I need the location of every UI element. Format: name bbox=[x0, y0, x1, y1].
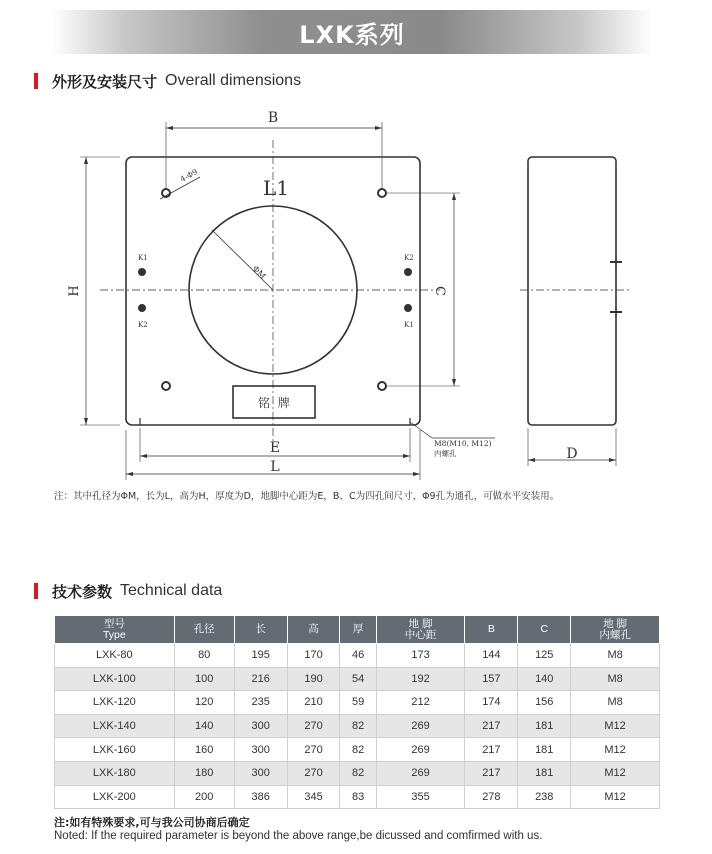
technical-title-cn: 技术参数 bbox=[52, 582, 113, 601]
table-cell: M12 bbox=[571, 738, 660, 762]
section-marker bbox=[34, 73, 38, 89]
table-cell: 269 bbox=[376, 761, 465, 785]
dim-label-c: C bbox=[432, 286, 447, 296]
table-cell: M8 bbox=[571, 691, 660, 715]
header-subtext: 中心距 bbox=[404, 628, 437, 641]
table-cell: 300 bbox=[234, 714, 287, 738]
phi-m-label: ΦM bbox=[250, 264, 268, 281]
table-cell: 269 bbox=[376, 738, 465, 762]
table-cell: 160 bbox=[174, 738, 234, 762]
table-header-cell bbox=[55, 616, 175, 644]
table-row bbox=[55, 714, 660, 738]
table-cell: 270 bbox=[287, 761, 340, 785]
terminal-k1-left: K1 bbox=[138, 254, 148, 262]
technical-data-table bbox=[54, 615, 660, 809]
header-text: 长 bbox=[255, 623, 266, 635]
table-cell: 80 bbox=[174, 644, 234, 668]
table-cell: 173 bbox=[376, 644, 465, 668]
table-cell: LXK-140 bbox=[55, 714, 175, 738]
dim-label-l: L bbox=[270, 459, 280, 475]
table-cell: 190 bbox=[287, 667, 340, 691]
table-cell: LXK-160 bbox=[55, 738, 175, 762]
section-marker bbox=[34, 583, 38, 599]
footnote-en: Noted: If the required parameter is beyond the above range,be dicussed and comfirmed with us. bbox=[54, 830, 543, 842]
header-text: 高 bbox=[308, 623, 319, 635]
dim-label-h: H bbox=[67, 285, 82, 297]
table-row bbox=[55, 667, 660, 691]
header-text: 地 脚 bbox=[603, 617, 628, 630]
table-row bbox=[55, 761, 660, 785]
table-cell: 192 bbox=[376, 667, 465, 691]
table-cell: 181 bbox=[518, 761, 571, 785]
table-cell: 386 bbox=[234, 785, 287, 809]
table-cell: 100 bbox=[174, 667, 234, 691]
table-cell: M12 bbox=[571, 785, 660, 809]
table-cell: 300 bbox=[234, 738, 287, 762]
dim-label-l1: L1 bbox=[262, 176, 290, 200]
table-cell: 140 bbox=[518, 667, 571, 691]
dim-label-d: D bbox=[566, 446, 578, 462]
table-cell: 83 bbox=[340, 785, 376, 809]
table-cell: LXK-100 bbox=[55, 667, 175, 691]
table-cell: 140 bbox=[174, 714, 234, 738]
table-cell: M8 bbox=[571, 644, 660, 668]
table-cell: 82 bbox=[340, 738, 376, 762]
table-header-row bbox=[55, 616, 660, 644]
table-header-cell bbox=[518, 616, 571, 644]
table-cell: 120 bbox=[174, 691, 234, 715]
header-text: C bbox=[540, 623, 549, 635]
table-cell: 156 bbox=[518, 691, 571, 715]
table-cell: 125 bbox=[518, 644, 571, 668]
series-title: LXK系列 bbox=[299, 20, 405, 49]
table-cell: 216 bbox=[234, 667, 287, 691]
table-cell: 300 bbox=[234, 761, 287, 785]
dim-label-e: E bbox=[269, 440, 281, 456]
table-cell: M12 bbox=[571, 761, 660, 785]
header-text: 孔径 bbox=[193, 623, 215, 635]
series-banner bbox=[52, 10, 652, 54]
table-cell: 270 bbox=[287, 714, 340, 738]
table-cell: 157 bbox=[465, 667, 518, 691]
terminal-k2-left: K2 bbox=[138, 321, 148, 329]
table-cell: 181 bbox=[518, 738, 571, 762]
table-cell: 82 bbox=[340, 761, 376, 785]
table-cell: 195 bbox=[234, 644, 287, 668]
table-cell: 59 bbox=[340, 691, 376, 715]
header-subtext: 内螺孔 bbox=[599, 628, 631, 641]
table-cell: 235 bbox=[234, 691, 287, 715]
table-cell: 170 bbox=[287, 644, 340, 668]
table-cell: 180 bbox=[174, 761, 234, 785]
table-cell: LXK-200 bbox=[55, 785, 175, 809]
bolt-hole-label: 内螺孔 bbox=[434, 449, 457, 458]
table-cell: 212 bbox=[376, 691, 465, 715]
bolt-label: M8(M10, M12) bbox=[434, 439, 492, 448]
table-cell: 181 bbox=[518, 714, 571, 738]
table-row bbox=[55, 644, 660, 668]
table-cell: LXK-180 bbox=[55, 761, 175, 785]
terminal-k2-right: K2 bbox=[404, 254, 414, 262]
table-header-cell bbox=[465, 616, 518, 644]
table-cell: 278 bbox=[465, 785, 518, 809]
header-text: 地 脚 bbox=[408, 617, 433, 630]
table-cell: 174 bbox=[465, 691, 518, 715]
table-cell: LXK-120 bbox=[55, 691, 175, 715]
table-header-cell bbox=[340, 616, 376, 644]
table-row bbox=[55, 738, 660, 762]
dimension-note: 注：其中孔径为ΦM，长为L，高为H，厚度为D，地脚中心距为E，B、C为四孔间尺寸，Φ9孔为通孔，可做水平安装用。 bbox=[54, 491, 560, 502]
technical-title-en: Technical data bbox=[120, 582, 223, 599]
table-cell: 217 bbox=[465, 714, 518, 738]
terminal-k1-right: K1 bbox=[404, 321, 414, 329]
table-cell: 200 bbox=[174, 785, 234, 809]
table-cell: M8 bbox=[571, 667, 660, 691]
dimension-drawing bbox=[40, 100, 680, 480]
dimensions-section-header bbox=[34, 70, 301, 92]
dimensions-title-cn: 外形及安装尺寸 bbox=[52, 72, 158, 91]
header-subtext: Type bbox=[102, 628, 126, 641]
table-header-cell bbox=[571, 616, 660, 644]
table-cell: 355 bbox=[376, 785, 465, 809]
table-cell: 144 bbox=[465, 644, 518, 668]
table-cell: 54 bbox=[340, 667, 376, 691]
table-cell: 269 bbox=[376, 714, 465, 738]
table-cell: 238 bbox=[518, 785, 571, 809]
table-cell: M12 bbox=[571, 714, 660, 738]
table-cell: 270 bbox=[287, 738, 340, 762]
table-cell: 82 bbox=[340, 714, 376, 738]
table-body bbox=[55, 644, 660, 809]
header-text: 型号 bbox=[103, 617, 125, 630]
footnote-cn: 注:如有特殊要求,可与我公司协商后确定 bbox=[54, 816, 250, 829]
technical-section-header bbox=[34, 580, 222, 602]
table-header-cell bbox=[376, 616, 465, 644]
table-row bbox=[55, 785, 660, 809]
dimensions-title-en: Overall dimensions bbox=[165, 72, 302, 89]
dim-label-b: B bbox=[267, 110, 279, 126]
table-cell: 210 bbox=[287, 691, 340, 715]
hole-label: 4-Φ9 bbox=[178, 167, 200, 184]
table-header-cell bbox=[287, 616, 340, 644]
table-header-cell bbox=[174, 616, 234, 644]
table-cell: 217 bbox=[465, 738, 518, 762]
nameplate-label: 铭 牌 bbox=[258, 396, 290, 410]
table-cell: 217 bbox=[465, 761, 518, 785]
table-cell: 46 bbox=[340, 644, 376, 668]
table-header-cell bbox=[234, 616, 287, 644]
table-row bbox=[55, 691, 660, 715]
header-text: 厚 bbox=[352, 623, 364, 635]
header-text: B bbox=[487, 623, 495, 635]
table-cell: LXK-80 bbox=[55, 644, 175, 668]
table-cell: 345 bbox=[287, 785, 340, 809]
